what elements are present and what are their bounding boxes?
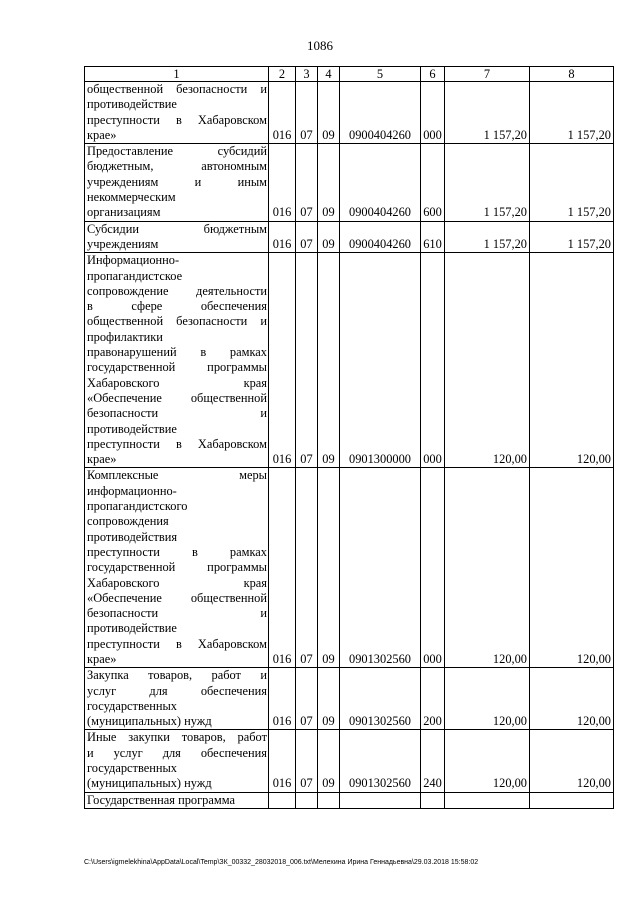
item-name-line: Закупка товаров, работ и [87, 668, 267, 683]
item-name-cell [85, 144, 269, 221]
item-name-cell [85, 82, 269, 144]
item-name-line: крае» [87, 651, 117, 666]
header-cell: 1 [85, 67, 269, 82]
item-name-line: (муниципальных) нужд [87, 776, 212, 791]
expense-type-cell [421, 792, 445, 808]
header-cell: 2 [269, 67, 296, 82]
item-name-line: некоммерческим [87, 190, 176, 205]
header-cell: 7 [445, 67, 530, 82]
table-row [85, 668, 614, 730]
target-article-cell: 0901302560 [340, 668, 421, 730]
expense-type-cell: 000 [421, 253, 445, 468]
section-cell: 07 [296, 221, 318, 253]
item-name-line: противодействия [87, 529, 178, 544]
section-cell: 07 [296, 730, 318, 792]
page-number: 1086 [307, 38, 333, 53]
subsection-cell: 09 [318, 468, 340, 668]
section-cell: 07 [296, 144, 318, 221]
amount-total-cell: 120,00 [530, 468, 614, 668]
expense-type-cell: 200 [421, 668, 445, 730]
table-row [85, 730, 614, 792]
item-name-cell [85, 468, 269, 668]
item-name-line: преступности в Хабаровском [87, 436, 267, 451]
budget-table [84, 66, 614, 809]
subsection-cell: 09 [318, 144, 340, 221]
table-row [85, 253, 614, 468]
item-name-cell [85, 730, 269, 792]
item-name-line: преступности в Хабаровском [87, 636, 267, 651]
target-article-cell: 0901302560 [340, 468, 421, 668]
amount-2018-cell: 120,00 [445, 730, 530, 792]
item-name-line: услуг для обеспечения [87, 683, 267, 698]
ved-cell [269, 792, 296, 808]
amount-2018-cell: 1 157,20 [445, 221, 530, 253]
section-cell: 07 [296, 253, 318, 468]
table-row [85, 144, 614, 221]
amount-total-cell: 1 157,20 [530, 82, 614, 144]
expense-type-cell: 000 [421, 468, 445, 668]
item-name-line: сопровождения [87, 514, 169, 529]
subsection-cell [318, 792, 340, 808]
expense-type-cell: 240 [421, 730, 445, 792]
amount-total-cell: 120,00 [530, 730, 614, 792]
item-name-line: пропагандистского [87, 499, 188, 514]
ved-cell: 016 [269, 221, 296, 253]
item-name-line: Иные закупки товаров, работ [87, 730, 267, 745]
item-name-line: профилактики [87, 329, 163, 344]
header-cell: 5 [340, 67, 421, 82]
amount-total-cell [530, 792, 614, 808]
section-cell: 07 [296, 468, 318, 668]
subsection-cell: 09 [318, 668, 340, 730]
file-path-footer: C:\Users\igmelekhina\AppData\Local\Temp\ЗК_00332_28032018_006.txt\Мелехина Ирина Геннадьевна\29.03.2018 15:58:02 [84, 859, 479, 866]
item-name-line: учреждениям и иным [87, 174, 267, 189]
section-cell: 07 [296, 82, 318, 144]
header-row [85, 67, 614, 82]
item-name-line: безопасности и [87, 606, 267, 621]
target-article-cell: 0900404260 [340, 221, 421, 253]
amount-2018-cell: 120,00 [445, 468, 530, 668]
item-name-line: «Обеспечение общественной [87, 590, 267, 605]
item-name-line: правонарушений в рамках [87, 345, 267, 360]
header-cell: 6 [421, 67, 445, 82]
subsection-cell: 09 [318, 221, 340, 253]
item-name-line: бюджетным, автономным [87, 159, 267, 174]
item-name-line: Комплексные меры [87, 468, 267, 483]
item-name-cell [85, 668, 269, 730]
amount-2018-cell: 120,00 [445, 253, 530, 468]
item-name-cell [85, 792, 269, 808]
target-article-cell: 0900404260 [340, 144, 421, 221]
item-name-line: противодействие [87, 621, 177, 636]
amount-2018-cell: 1 157,20 [445, 82, 530, 144]
subsection-cell: 09 [318, 82, 340, 144]
item-name-cell [85, 221, 269, 253]
amount-total-cell: 120,00 [530, 253, 614, 468]
item-name-line: общественной безопасности и [87, 82, 267, 96]
subsection-cell: 09 [318, 730, 340, 792]
item-name-line: Хабаровского края [87, 375, 267, 390]
section-cell [296, 792, 318, 808]
item-name-line: государственной программы [87, 360, 267, 375]
item-name-line: Государственная программа [87, 792, 235, 807]
ved-cell: 016 [269, 82, 296, 144]
expense-type-cell: 000 [421, 82, 445, 144]
ved-cell: 016 [269, 730, 296, 792]
item-name-line: Хабаровского края [87, 575, 267, 590]
item-name-line: противодействие [87, 421, 177, 436]
target-article-cell: 0900404260 [340, 82, 421, 144]
item-name-line: Информационно- [87, 253, 180, 268]
table-row [85, 792, 614, 808]
amount-total-cell: 1 157,20 [530, 221, 614, 253]
amount-total-cell: 1 157,20 [530, 144, 614, 221]
item-name-cell [85, 253, 269, 468]
item-name-line: государственных [87, 761, 178, 776]
section-cell: 07 [296, 668, 318, 730]
table-row [85, 468, 614, 668]
table-row [85, 221, 614, 253]
item-name-line: крае» [87, 452, 117, 467]
item-name-line: пропагандистское [87, 268, 183, 283]
item-name-line: Предоставление субсидий [87, 144, 267, 159]
amount-2018-cell [445, 792, 530, 808]
ved-cell: 016 [269, 253, 296, 468]
item-name-line: (муниципальных) нужд [87, 714, 212, 729]
target-article-cell: 0901302560 [340, 730, 421, 792]
target-article-cell: 0901300000 [340, 253, 421, 468]
item-name-line: Субсидии бюджетным [87, 221, 267, 236]
item-name-line: организациям [87, 205, 161, 220]
target-article-cell [340, 792, 421, 808]
header-cell: 4 [318, 67, 340, 82]
item-name-line: крае» [87, 127, 117, 142]
item-name-line: преступности в Хабаровском [87, 112, 267, 127]
header-cell: 8 [530, 67, 614, 82]
item-name-line: противодействие [87, 97, 177, 112]
table-row [85, 82, 614, 144]
item-name-line: информационно- [87, 483, 177, 498]
ved-cell: 016 [269, 668, 296, 730]
item-name-line: безопасности и [87, 406, 267, 421]
amount-2018-cell: 1 157,20 [445, 144, 530, 221]
amount-2018-cell: 120,00 [445, 668, 530, 730]
ved-cell: 016 [269, 468, 296, 668]
header-cell: 3 [296, 67, 318, 82]
item-name-line: учреждениям [87, 236, 159, 251]
item-name-line: сопровождение деятельности [87, 283, 267, 298]
expense-type-cell: 610 [421, 221, 445, 253]
expense-type-cell: 600 [421, 144, 445, 221]
item-name-line: общественной безопасности и [87, 314, 267, 329]
item-name-line: государственной программы [87, 560, 267, 575]
item-name-line: «Обеспечение общественной [87, 390, 267, 405]
item-name-line: преступности в рамках [87, 544, 267, 559]
subsection-cell: 09 [318, 253, 340, 468]
item-name-line: государственных [87, 698, 178, 713]
item-name-line: и услуг для обеспечения [87, 745, 267, 760]
item-name-line: в сфере обеспечения [87, 299, 267, 314]
amount-total-cell: 120,00 [530, 668, 614, 730]
ved-cell: 016 [269, 144, 296, 221]
